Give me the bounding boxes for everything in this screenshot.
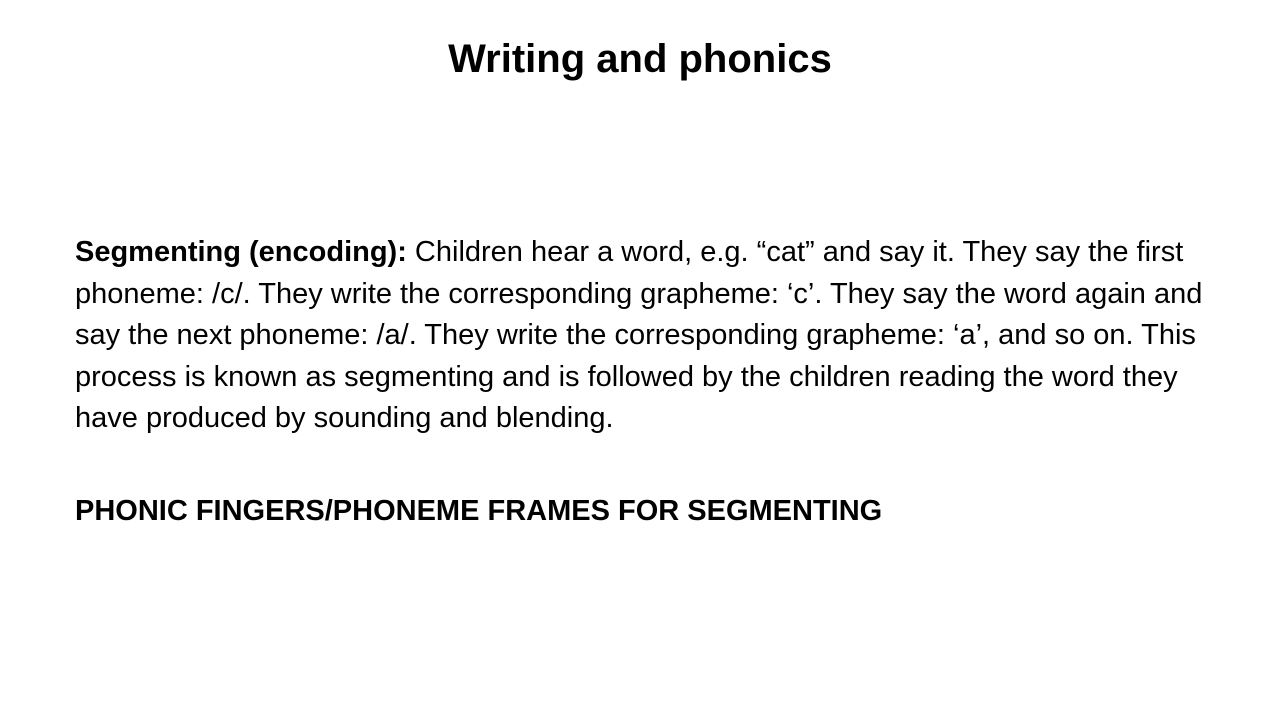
section-heading: PHONIC FINGERS/PHONEME FRAMES FOR SEGMENTING [75, 495, 883, 527]
segmenting-lead: Segmenting (encoding): [75, 236, 407, 268]
slide-title: Writing and phonics [448, 37, 832, 81]
segmenting-paragraph [75, 232, 1235, 440]
segmenting-description: Children hear a word, e.g. “cat” and say it. They say the first phoneme: /c/. They write the corresponding grapheme: ‘c’. They say the word again and say the next phoneme: /a/. They write the corresponding grapheme: ‘a’, and so on. This process is known as segmenting and is followed by the children reading the word they have produced by sounding and blending. [75, 236, 1203, 435]
